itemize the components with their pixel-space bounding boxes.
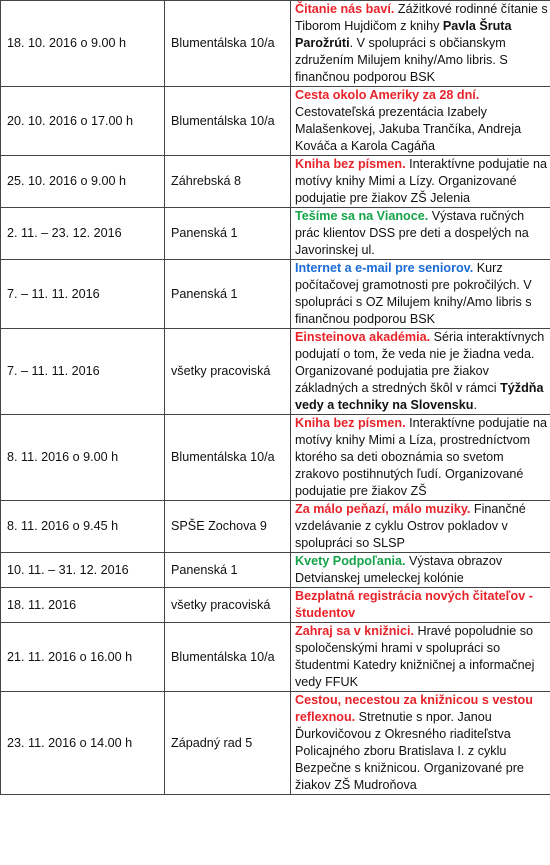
- table-row: [1, 260, 550, 329]
- event-text: Interaktívne podujatie na motívy knihy Mimi a Lízy. Organizované podujatie pre žiakov ZŠ Jelenia: [295, 157, 548, 205]
- event-description: [291, 553, 550, 588]
- event-date: 21. 11. 2016 o 16.00 h: [1, 623, 165, 692]
- event-date: 8. 11. 2016 o 9.00 h: [1, 415, 165, 501]
- event-date: 7. – 11. 11. 2016: [1, 329, 165, 415]
- event-text: Výstava obrazov Detvianskej umeleckej kolónie: [295, 554, 503, 585]
- event-text: Stretnutie s npor. Janou Ďurkovičovou z Okresného riaditeľstva Policajného zboru Bratislava I. z cyklu Bezpečne s knižnicou. Organizované pre žiakov ZŠ Mudroňova: [295, 710, 524, 792]
- event-text-bold: Pavla Šruta Parožrúti: [295, 19, 512, 50]
- event-date: 8. 11. 2016 o 9.45 h: [1, 501, 165, 553]
- table-row: [1, 1, 550, 87]
- event-text: Kurz počítačovej gramotnosti pre pokročilých. V spolupráci s OZ Milujem knihy/Amo libris s finančnou podporou BSK: [295, 261, 532, 326]
- event-description: [291, 260, 550, 329]
- event-title: Čitanie nás baví.: [295, 2, 395, 16]
- event-description: [291, 415, 550, 501]
- event-place: Panenská 1: [165, 208, 291, 260]
- event-title: Za málo peňazí, málo muziky.: [295, 502, 471, 516]
- event-place: Západný rad 5: [165, 692, 291, 795]
- event-title: Kniha bez písmen.: [295, 416, 406, 430]
- event-place: Blumentálska 10/a: [165, 1, 291, 87]
- event-place: SPŠE Zochova 9: [165, 501, 291, 553]
- event-place: Blumentálska 10/a: [165, 415, 291, 501]
- event-date: 18. 10. 2016 o 9.00 h: [1, 1, 165, 87]
- event-date: 23. 11. 2016 o 14.00 h: [1, 692, 165, 795]
- event-description: [291, 692, 550, 795]
- event-title: Cesta okolo Ameriky za 28 dní.: [295, 88, 480, 102]
- event-date: 2. 11. – 23. 12. 2016: [1, 208, 165, 260]
- event-date: 7. – 11. 11. 2016: [1, 260, 165, 329]
- event-description: [291, 588, 550, 623]
- table-row: [1, 87, 550, 156]
- event-text: Hravé popoludnie so spoločenskými hrami v spolupráci so študentmi Katedry knižničnej a informačnej vedy FFUK: [295, 624, 535, 689]
- event-place: všetky pracoviská: [165, 588, 291, 623]
- event-date: 25. 10. 2016 o 9.00 h: [1, 156, 165, 208]
- event-text: Cestovateľská prezentácia Izabely Malašenkovej, Jakuba Trančíka, Andreja Kováča a Karola Cagáňa: [295, 105, 522, 153]
- event-description: [291, 329, 550, 415]
- event-title: Kvety Podpoľania.: [295, 554, 406, 568]
- table-row: [1, 501, 550, 553]
- event-description: [291, 156, 550, 208]
- event-date: 10. 11. – 31. 12. 2016: [1, 553, 165, 588]
- table-row: [1, 623, 550, 692]
- table-row: [1, 553, 550, 588]
- event-place: všetky pracoviská: [165, 329, 291, 415]
- event-place: Panenská 1: [165, 260, 291, 329]
- event-title: Bezplatná registrácia nových čitateľov - študentov: [295, 589, 533, 620]
- event-description: [291, 1, 550, 87]
- event-text-end: .: [473, 398, 477, 412]
- event-description: [291, 208, 550, 260]
- event-place: Záhrebská 8: [165, 156, 291, 208]
- event-text: Výstava ručných prác klientov DSS pre deti a dospelých na Javorinskej ul.: [295, 209, 529, 257]
- event-date: 20. 10. 2016 o 17.00 h: [1, 87, 165, 156]
- event-title: Einsteinova akadémia.: [295, 330, 431, 344]
- table-row: [1, 692, 550, 795]
- event-description: [291, 623, 550, 692]
- event-text: Séria interaktívnych podujatí o tom, že veda nie je žiadna veda. Organizované podujatia pre žiakov základných a stredných škôl v rámci: [295, 330, 545, 395]
- event-place: Blumentálska 10/a: [165, 623, 291, 692]
- event-text: Zážitkové rodinné čítanie s Tiborom Hujdičom z knihy: [295, 2, 548, 33]
- event-title: Cestou, necestou za knižnicou s vestou reflexnou.: [295, 693, 533, 724]
- event-text-end: . V spolupráci s občianskym združením Milujem knihy/Amo libris. S finančnou podporou BSK: [295, 36, 508, 84]
- table-row: [1, 329, 550, 415]
- event-place: Blumentálska 10/a: [165, 87, 291, 156]
- table-row: [1, 208, 550, 260]
- event-date: 18. 11. 2016: [1, 588, 165, 623]
- event-text: Finančné vzdelávanie z cyklu Ostrov pokladov v spolupráci so SLSP: [295, 502, 526, 550]
- event-title: Internet a e-mail pre seniorov.: [295, 261, 474, 275]
- event-text: Interaktívne podujatie na motívy knihy Mimi a Líza, prostredníctvom ktorého sa deti oboznámia so svetom zrakovo postihnutých ľudí. Organizované podujatie pre žiakov ZŠ: [295, 416, 548, 498]
- event-title: Kniha bez písmen.: [295, 157, 406, 171]
- event-description: [291, 87, 550, 156]
- event-place: Panenská 1: [165, 553, 291, 588]
- event-title: Tešíme sa na Vianoce.: [295, 209, 429, 223]
- table-row: [1, 588, 550, 623]
- event-description: [291, 501, 550, 553]
- event-title: Zahraj sa v knižnici.: [295, 624, 414, 638]
- event-text-bold: Týždňa vedy a techniky na Slovensku: [295, 381, 544, 412]
- table-row: [1, 415, 550, 501]
- table-row: [1, 156, 550, 208]
